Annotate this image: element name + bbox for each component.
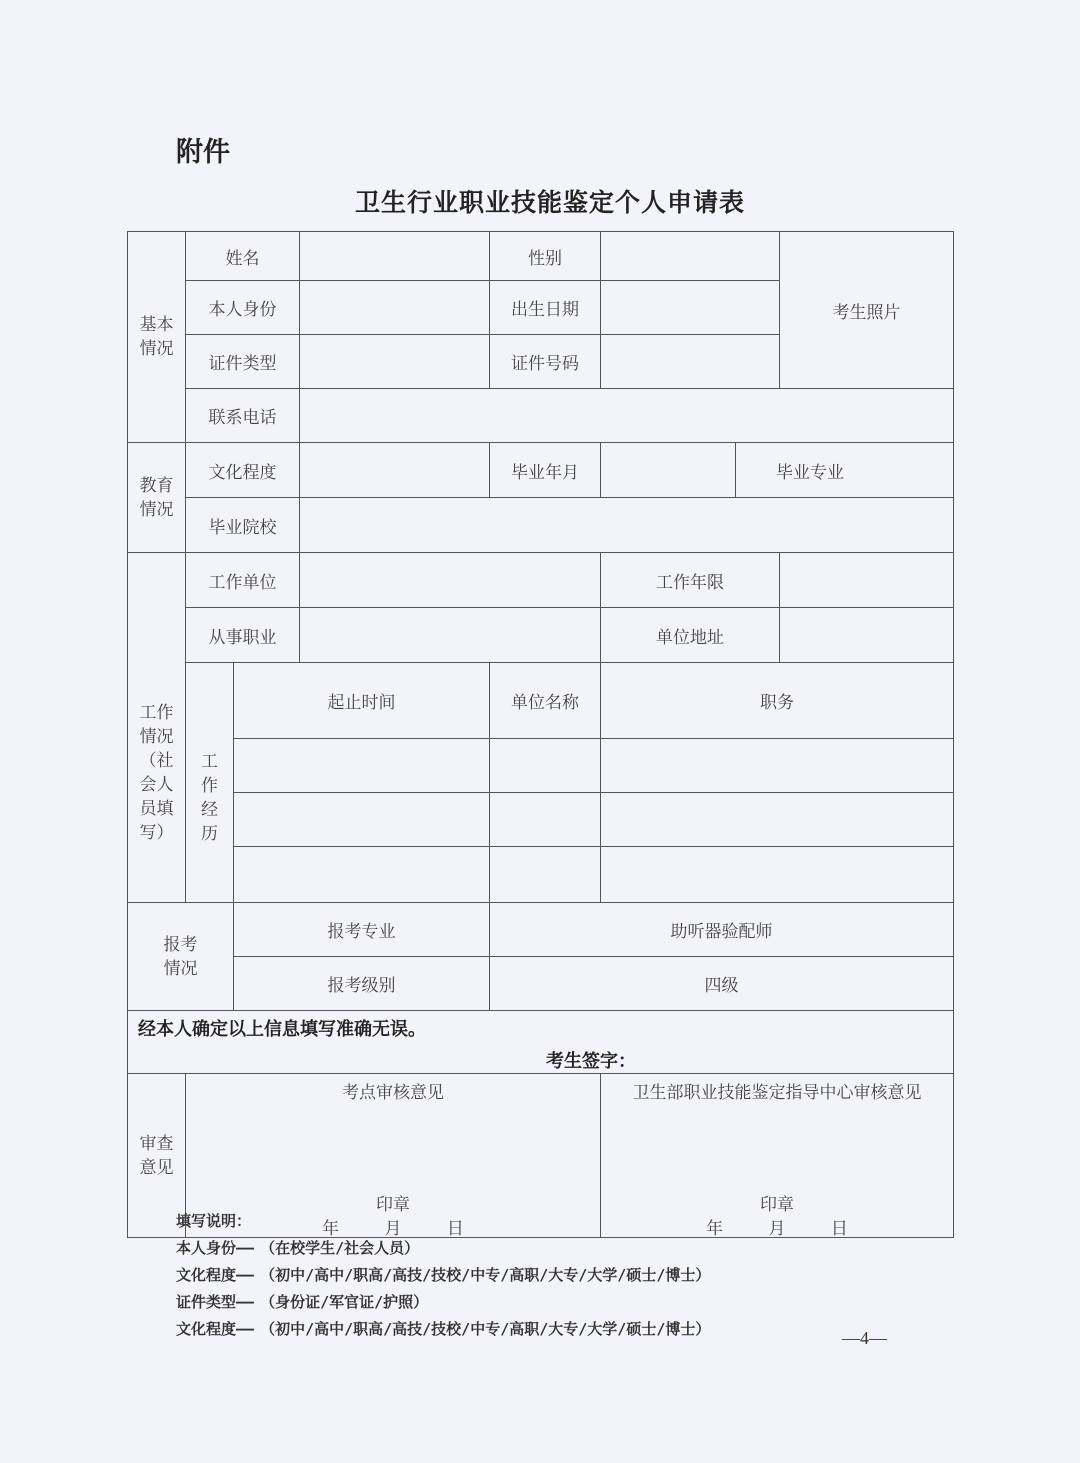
occupation-field[interactable] (300, 608, 601, 663)
work-unit-field[interactable] (300, 553, 601, 608)
history-position-cell[interactable] (601, 847, 954, 903)
work-address-field[interactable] (780, 608, 954, 663)
name-label: 姓名 (186, 232, 300, 281)
center-review-title: 卫生部职业技能鉴定指导中心审核意见 (632, 1083, 922, 1103)
name-field[interactable] (300, 232, 490, 281)
exam-level-label: 报考级别 (234, 957, 490, 1011)
birth-field[interactable] (601, 281, 780, 335)
history-unit-cell[interactable] (490, 793, 601, 847)
work-years-field[interactable] (780, 553, 954, 608)
identity-label: 本人身份 (186, 281, 300, 335)
instruction-item: 证件类型—— （身份证/军官证/护照） (176, 1293, 429, 1311)
site-date-label: 年 月 日 (322, 1219, 464, 1238)
school-label: 毕业院校 (186, 498, 300, 553)
site-seal-label: 印章 (376, 1195, 410, 1215)
history-header-position: 职务 (601, 663, 954, 739)
id-number-label: 证件号码 (490, 335, 601, 389)
identity-field[interactable] (300, 281, 490, 335)
application-form (127, 231, 954, 1238)
section-work: 工作情况（社会人员填写） (128, 553, 186, 903)
birth-label: 出生日期 (490, 281, 601, 335)
attachment-label: 附件 (176, 137, 230, 168)
work-address-label: 单位地址 (601, 608, 780, 663)
fill-instructions (176, 1208, 716, 1343)
instruction-item: 文化程度—— （初中/高中/职高/高技/技校/中专/高职/大专/大学/硕士/博士） (176, 1266, 711, 1284)
statement-text: 经本人确定以上信息填写准确无误。 (138, 1019, 426, 1040)
school-field[interactable] (300, 498, 954, 553)
gender-label: 性别 (490, 232, 601, 281)
signature-label[interactable]: 考生签字： (546, 1051, 636, 1072)
occupation-label: 从事职业 (186, 608, 300, 663)
section-basic: 基本情况 (128, 232, 186, 443)
history-header-unit: 单位名称 (490, 663, 601, 739)
grad-date-label: 毕业年月 (490, 443, 601, 498)
work-years-label: 工作年限 (601, 553, 780, 608)
history-unit-cell[interactable] (490, 847, 601, 903)
section-exam: 报考情况 (128, 903, 234, 1011)
exam-level-value[interactable]: 四级 (490, 957, 954, 1011)
phone-field[interactable] (300, 389, 954, 443)
center-date-label: 年 月 日 (706, 1219, 848, 1238)
photo-box[interactable]: 考生照片 (780, 232, 954, 389)
history-period-cell[interactable] (234, 793, 490, 847)
work-unit-label: 工作单位 (186, 553, 300, 608)
instruction-item: 文化程度—— （初中/高中/职高/高技/技校/中专/高职/大专/大学/硕士/博士） (176, 1320, 711, 1338)
page-number: —4— (842, 1328, 887, 1348)
history-position-cell[interactable] (601, 793, 954, 847)
gender-field[interactable] (601, 232, 780, 281)
grad-major-label: 毕业专业 (736, 443, 954, 498)
form-title: 卫生行业职业技能鉴定个人申请表 (354, 188, 745, 217)
section-education: 教育情况 (128, 443, 186, 553)
history-position-cell[interactable] (601, 739, 954, 793)
id-type-field[interactable] (300, 335, 490, 389)
section-review: 审查意见 (128, 1074, 186, 1238)
site-review-title: 考点审核意见 (342, 1083, 444, 1103)
statement-cell (128, 1011, 954, 1074)
history-header-period: 起止时间 (234, 663, 490, 739)
instructions-heading: 填写说明： (176, 1212, 252, 1230)
history-period-cell[interactable] (234, 847, 490, 903)
exam-major-value[interactable]: 助听器验配师 (490, 903, 954, 957)
grad-date-field[interactable] (601, 443, 736, 498)
education-level-field[interactable] (300, 443, 490, 498)
id-type-label: 证件类型 (186, 335, 300, 389)
exam-major-label: 报考专业 (234, 903, 490, 957)
history-period-cell[interactable] (234, 739, 490, 793)
center-seal-label: 印章 (760, 1195, 794, 1215)
id-number-field[interactable] (601, 335, 780, 389)
instruction-item: 本人身份—— （在校学生/社会人员） (176, 1239, 420, 1257)
education-level-label: 文化程度 (186, 443, 300, 498)
phone-label: 联系电话 (186, 389, 300, 443)
history-unit-cell[interactable] (490, 739, 601, 793)
work-history-label: 工作经历 (186, 663, 234, 903)
